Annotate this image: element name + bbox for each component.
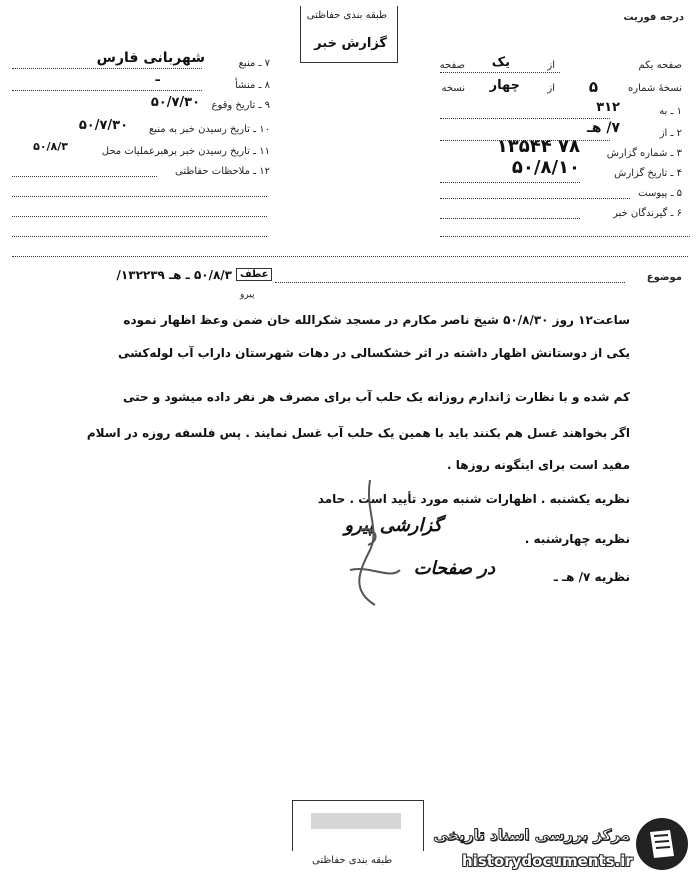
field-7-value: شهربانی فارس [96,50,205,66]
field-5-dots [440,198,630,199]
body-line-1: ساعت۱۲ روز ۵۰/۸/۳۰ شیخ ناصر مکارم در مسجد شکرالله خان ضمن وعظ اظهار نموده [123,313,630,327]
subject-label: موضوع [646,272,682,283]
field-7-dots [12,68,202,69]
note-2: نظریه چهارشنبه . [524,532,630,546]
copy-label: نسخهٔ شماره [628,83,682,94]
field-3-label: ۳ ـ شماره گزارش [606,148,682,159]
page-dots [440,72,560,73]
watermark-url: historydocuments.ir [462,852,633,870]
field-6-label: ۶ ـ گیرندگان خبر [612,208,682,219]
copy-value: ۵ [588,78,598,96]
classification-box-bottom [292,800,424,851]
copy-from: از [547,83,555,94]
field-9-value: ۵۰/۷/۳۰ [150,95,200,110]
page-unit: صفحه [439,60,465,71]
page-value: یک [491,55,510,70]
copy-unit: نسخه [441,83,465,94]
field-12-label: ۱۲ ـ ملاحظات حفاظتی [175,166,270,177]
field-12-dots-2 [12,196,267,197]
priority-label: درجه فوریت [623,12,684,23]
body-line-4: اگر بخواهند غسل هم بکنند باید با همین یک حلب آب غسل نمایند . پس فلسفه روزه در اسلام [86,426,630,440]
field-2-value: ۷/ هـ [586,120,620,136]
field-4-label: ۴ ـ تاریخ گزارش [614,168,682,179]
subject-stamp-top: عطف [236,268,272,281]
field-10-value: ۵۰/۷/۳۰ [78,118,128,133]
page-from: از [547,60,555,71]
field-4-dots [440,182,580,183]
field-3-value: ۷۸ ۱۳۵۴۴ [496,136,580,157]
subject-stamp-bottom: پیرو [240,290,255,300]
note-3: نظریه ۷/ هـ ـ [553,570,630,584]
handwritten-note-1: گزارشی پیرو [344,515,442,536]
field-8-value: ـ [155,70,160,85]
field-5-label: ۵ ـ پیوست [638,188,682,199]
field-12-dots-4 [12,236,267,237]
field-12-dots [12,176,157,177]
copy-total: چهار [489,78,520,93]
footer-stamp-scribble [311,813,401,829]
field-11-value: ۵۰/۸/۳ [33,140,68,153]
field-1-dots [440,118,610,119]
field-8-label: ۸ ـ منشأ [234,80,270,91]
report-type-title: گزارش خبر [314,36,387,51]
subject-separator [12,256,688,257]
field-7-label: ۷ ـ منبع [238,58,270,69]
archive-logo-icon [636,818,688,870]
classification-box-top [300,6,398,63]
field-6-dots-2 [440,236,690,237]
field-11-label: ۱۱ ـ تاریخ رسیدن خبر برهبرعملیات محل [101,146,270,157]
body-line-2: یکی از دوستانش اظهار داشته در اثر خشکسالی در دهات شهرستان داراب آب لوله‌کشی [117,346,630,360]
page-label: صفحه یکم [638,60,682,71]
body-line-5: مفید است برای اینگونه روزها . [447,458,630,472]
field-10-label: ۱۰ ـ تاریخ رسیدن خبر به منبع [148,124,270,135]
watermark-title: مرکز بررسی اسناد تاریخی [433,826,630,844]
field-2-label: ۲ ـ از [659,128,682,139]
signature-scribble [320,470,420,610]
handwritten-note-2: در صفحات [413,558,495,579]
field-8-dots [12,90,202,91]
field-6-dots [440,218,580,219]
field-9-label: ۹ ـ تاریخ وقوع [211,100,270,111]
field-1-value: ۳۱۲ [596,100,620,115]
footer-classification-label: طبقه بندی حفاظتی [312,855,393,866]
body-line-3: کم شده و با نظارت ژاندارم روزانه یک حلب آب برای مصرف هر نفر داده میشود و حتی [122,390,630,404]
subject-ref: ۵۰/۸/۳ ـ هـ ۱۳۲۲۳۹/ [116,268,232,282]
field-12-dots-3 [12,216,267,217]
classification-label: طبقه بندی حفاظتی [306,10,387,21]
field-4-value: ۵۰/۸/۱۰ [511,157,580,178]
note-1: نظریه یکشنبه . اظهارات شنبه مورد تأیید است . حامد [317,492,630,506]
subject-dots [275,282,625,283]
field-1-label: ۱ ـ به [659,106,682,117]
